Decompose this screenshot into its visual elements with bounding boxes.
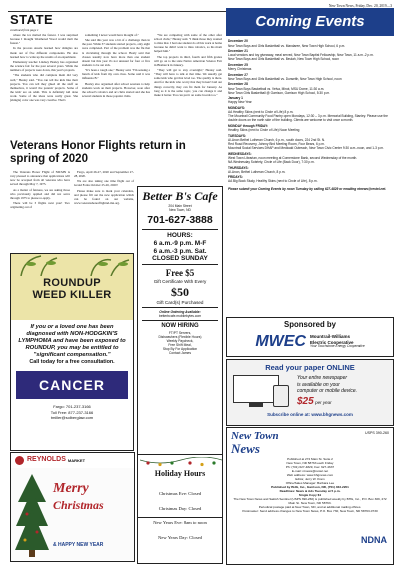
mwec-logo: MWEC <box>255 332 306 350</box>
events-footer: Please submit your Coming Events by noon Tuesday by calling 627-4829 or emailing ntnews@restel.net. <box>228 186 387 191</box>
event-text: AA Big Book Study, Healthy Skins (next to Circle of Life), 8 p.m. <box>228 179 318 184</box>
event-text: Happy New Year <box>228 100 252 105</box>
online-line: Your entire newspaper <box>297 375 348 382</box>
event-text: The Mountrail Community Food Pantry open Mondays, 12:30 – 3 p.m. Memorial Building, Stanley. Please use the double doors on the north side of the building. Clients are welcome to visit once a month. <box>228 114 388 123</box>
info-line: Ph: (701) 627-4829, Fax: 627-4637 <box>285 465 335 470</box>
info-line: Periodical postage paid at New Town, ND, and at additional mailing offices. <box>258 505 362 510</box>
article-paragraph: We are also taking one time flight out of Grand Forks October 25-26, 2020! <box>74 179 134 188</box>
article-paragraph: where the ice melted the fastest. I was surprised because I thought Weathered Wood would melt the fastest." <box>10 33 78 46</box>
article-column-3 <box>154 33 222 98</box>
info-line: New Town, ND 58763 each Friday <box>286 461 334 466</box>
event-text: Al-Anon Bethel Lutheran Church, 6 p.m., south doors, 224 2nd St. N. <box>228 137 326 142</box>
article-paragraph: something I never would have thought of." <box>85 33 139 37</box>
online-line: computer or mobile device. <box>297 387 358 394</box>
online-price-note: per year <box>315 400 332 406</box>
greeting-line: Christmas <box>53 497 104 512</box>
holiday-lights-icon <box>140 457 222 467</box>
article-paragraph: As a matter of fairness, we are asking those who previously applied and did not serve through 1975 to please re-apply. <box>10 187 70 200</box>
divider <box>142 229 218 230</box>
divider <box>142 264 218 265</box>
article-paragraph: "We are competing with some of the other after school clubs," Healey said. "I think those they wanted to miss that. I had one student do all his work at home because he didn't want to miss robotics, so his mom helped him." <box>154 33 222 54</box>
holiday-list <box>138 487 222 546</box>
info-line: The New Town News and Sakish Sentinel (USPS 390-260) is published weekly by BHG, Inc., P.O. Box 309, 272 Main St. New Town, ND 58763. <box>233 497 387 506</box>
reynolds-market-ad <box>10 452 135 562</box>
event-date: THURSDAYS: <box>228 165 249 170</box>
cafe-title: Better B's Cafe <box>142 189 218 203</box>
hiring-line: Weekly Paycheck, <box>166 339 194 344</box>
event-text: Merry Christmas <box>228 67 252 72</box>
event-text: New Town Boys and Girls Basketball vs. Beulah, New Town High School, noon <box>228 57 339 62</box>
event-text: New Town Girls Basketball @ Garrison, Garrison High School, 5:30 p.m. <box>228 90 331 95</box>
event-text: Healthy Skins (next to Circle of Life) Noon Meeting <box>228 128 300 133</box>
promo-amount: $50 <box>171 284 189 299</box>
section-title: STATE <box>10 12 54 27</box>
roundup-call: Call today for a free consultation. <box>29 358 115 365</box>
online-description <box>297 375 357 409</box>
event-date: December 20 <box>228 39 248 44</box>
info-line: E-mail: ntnews@restel.net <box>291 469 329 474</box>
sponsor-title: Sponsored by <box>284 320 336 329</box>
continued-note: continued from page 1 <box>10 28 39 32</box>
article-paragraph: She said this year was a bit of a challenge than in the past. While 37 students started projects, only eight were completed. Part of the problem was the flu that is circulating through the school. Healy said that classes usually now have more than one student absent but this year it's not unusual for four or five students to be out sick. <box>82 38 150 67</box>
cafe-phone: 701-627-3888 <box>147 214 213 227</box>
greeting <box>53 480 104 513</box>
divider <box>142 320 218 321</box>
event-date: TUESDAYS: <box>228 133 247 138</box>
logo-line: New Town <box>231 430 279 442</box>
cafe-hours-saturday: 6 a.m.-3 p.m. Sat. <box>153 247 207 255</box>
event-date: January 1 <box>228 96 243 101</box>
event-text: New Town Boys and Girls Basketball vs. Dunseith, New Town High School, noon <box>228 76 342 81</box>
roundup-title-line: WEED KILLER <box>32 288 112 301</box>
event-text: Mountrail Social Services DHAP and Medicaid Outreach, New Town Civic Center 9:30 a.m.-noon, and 1-3 p.m. <box>228 146 384 151</box>
cafe-hours-weekday: 6 a.m.-9 p.m. M-F <box>153 240 207 248</box>
online-title: Read your paper ONLINE <box>265 363 355 372</box>
roundup-header <box>11 254 133 320</box>
weed-illustration-icon <box>11 254 133 276</box>
reynolds-brand: REYNOLDS <box>27 456 66 464</box>
reynolds-brand-sub: MARKET <box>67 458 86 463</box>
contact-phone: Fargo: 701-237-3166 <box>53 404 91 410</box>
coming-events-header: Coming Events <box>226 8 394 36</box>
reynolds-logo-icon <box>15 456 24 465</box>
logo-line: News <box>231 441 260 456</box>
event-text: New Town Boys Basketball vs. Velva, Minot, MSU Dome, 11:30 a.m. <box>228 86 325 91</box>
reynolds-header <box>11 453 134 468</box>
article-paragraph: The top projects in third, fourth and fifth grades will go on to the state Native American Science Fair in Bismarck in January. <box>154 54 222 67</box>
cancer-banner: CANCER <box>16 371 128 399</box>
divider <box>142 307 218 308</box>
sponsor-name-line: Mountrail-Williams <box>309 334 350 340</box>
event-date: MONDAY through FRIDAY: <box>228 123 269 128</box>
sponsor-name-line: Electric Cooperative <box>309 339 354 345</box>
article-paragraph: Elementary teacher Lindsey Healey has organized the science fair for the past several years. While the numbers of projects were down, this year's projects. <box>10 59 78 73</box>
info-line: Deadlines: News & Ads Tuesday at 5 p.m. <box>279 489 341 494</box>
cafe-address-1: 204 Main Street <box>168 204 192 208</box>
info-line: Postmaster: Send address changes to New Town News, P.O. Box 730, New Town, ND 58763-0730 <box>242 509 378 514</box>
subscribe-link[interactable]: Subscribe online at: www.bhgnews.com <box>267 412 353 418</box>
hiring-line: Dishwashers (Flexible Hours) <box>158 334 202 339</box>
article-paragraph: In the process Assale learned how shingles are made out of five different components. He also learned how to write up the results of an experiment. <box>10 46 78 59</box>
newspaper-info-box <box>226 427 394 565</box>
holiday-title: Holiday Hours <box>154 469 206 478</box>
promo-text-2: Gift Card(s) Purchased <box>156 299 204 305</box>
event-date: FRIDAYS: <box>228 175 243 180</box>
ndna-logo: NDNA <box>361 534 387 545</box>
christmas-illustration <box>11 468 134 560</box>
article-paragraph: There will be 3 flights next year! Two originating out of <box>10 201 70 210</box>
event-text: NA Wednesday Sobriety, Circle of Life (Back Door), 7:30 p.m. <box>228 159 315 164</box>
article-paragraph: The Veterans Honor Flight of ND/MN is very pleased to announce that applications will now be accepted from all veterans who have served through May 7, 1975. <box>10 170 70 187</box>
article-paragraph: "It's been a rough one," Healey said. "I'm sensing a bunch of kids from my own class. Some said it was influenza B." <box>82 68 150 81</box>
newspaper-logo <box>231 431 279 455</box>
sponsor-name <box>310 334 365 349</box>
event-text: Al-Anon, Bethel Lutheran Church, 8 p.m. <box>228 169 286 174</box>
event-date: December 28 <box>228 82 248 87</box>
article-paragraph: Healey also organized after school sessions to help students work on their projects. However, soon after the school's robotics and art clubs started and she has several students in those popular clubs. <box>82 81 150 98</box>
info-line: Office/Sales Manager: Barbara Lee <box>285 481 335 486</box>
info-line: Single Copy $1 <box>298 493 322 498</box>
holiday-hours-ad <box>137 454 223 564</box>
online-ordering-url[interactable]: betterbcafe.mobilebytes.com <box>158 314 202 319</box>
roundup-ad <box>10 253 134 451</box>
hiring-line: Contact James <box>169 351 191 356</box>
online-line: is available on your <box>297 381 340 388</box>
article2-column-1 <box>10 170 70 210</box>
event-date: WEDNESDAYS: <box>228 151 252 156</box>
holiday-item: Christmas Day: Closed <box>158 505 202 511</box>
info-line: Editor, Jerry W. Kram <box>295 477 325 482</box>
cafe-hours-label: HOURS: <box>167 232 193 240</box>
cafe-address-2: New Town, ND <box>169 208 191 213</box>
promo-text: Gift Certificate With Every <box>153 279 207 285</box>
holiday-item: Christmas Eve: Closed <box>158 491 202 496</box>
event-text: Red Road Recovery, Johnny Bird Meeting Room, Four Bears, 6 p.m. <box>228 141 325 146</box>
article-column-1 <box>10 33 78 103</box>
info-line: Published at 272 Main St. Suite 2 <box>287 457 333 461</box>
holiday-item: New Years Eve: 8am to noon <box>153 520 207 526</box>
event-text: New Town Boys and Girls Basketball vs. Mandaree, New Town High School, 6 p.m. <box>228 43 346 48</box>
event-date: December 27 <box>228 72 248 77</box>
hiring-line: FT/PT Servers, <box>168 330 192 335</box>
event-date: MONDAYS: <box>228 105 246 110</box>
event-text: AA Healthy Skins (next to Circle of Life) 8 p.m. <box>228 110 294 115</box>
article-paragraph: "The students who did complete them did very well," Healey said. "You can tell the kids like their projects. You can tell they glued all the stuff on themselves, it wasn't the parents' projects. Some of the kids' are an adult. This is definitely kid done work. Some of the ideas were really great. She (shingle) color one was very creative. That's <box>10 73 78 102</box>
greeting-line: Merry <box>53 481 89 496</box>
article2-column-2 <box>74 170 134 206</box>
event-text: Local vendors and toy giveaway, meal served, New Town Baptist Fellowship, New Town, 11 a.m.-2 p.m. <box>228 53 374 58</box>
article-column-2 <box>82 33 150 99</box>
sponsor-tagline: Your Touchstone Energy Cooperative <box>309 344 365 349</box>
info-line: Published by BHG, Inc., Garrison, ND, (701) 463-2201 <box>271 485 349 490</box>
devices-icon <box>233 375 291 409</box>
hiring-title: NOW HIRING <box>161 323 199 330</box>
coming-events-list <box>228 38 394 191</box>
christmas-tree-icon <box>15 472 49 558</box>
event-date: December 25 <box>228 62 248 67</box>
roundup-title-line: ROUNDUP <box>43 277 101 289</box>
contact-email[interactable]: tmiller@solberglaw.com <box>50 415 94 421</box>
event-text: West Town Librarian, noon meeting at Cornerstone Bank, second Wednesday of the month. <box>228 155 358 160</box>
roundup-body-text: If you or a loved one has been diagnosed with NON-HODGKIN'S LYMPHOMA and have been exposed to ROUNDUP, you may be entitled to "significant compensation." <box>18 324 126 358</box>
online-ordering: Online Ordering Available: <box>159 310 201 315</box>
promo-headline: Free $5 <box>165 267 195 278</box>
online-subscription-ad <box>226 359 394 426</box>
holiday-item: New Years Day: Closed <box>158 535 202 541</box>
sponsor-ad <box>226 317 394 357</box>
usps-number: USPS 390-260 <box>365 431 389 435</box>
article-headline: Veterans Honor Flights return in spring of 2020 <box>10 140 186 166</box>
info-line: Web address: www.bhgnews.com <box>286 473 334 478</box>
online-price: $25 <box>297 396 314 408</box>
cafe-closed: CLOSED SUNDAY <box>152 254 208 262</box>
roundup-body <box>11 320 133 369</box>
article-paragraph: Please make sure to mark your calendars, and please fill out the new application which can be found on our website, www.veteranshonorflightnd-mn.org. <box>74 188 134 206</box>
article-paragraph: Fargo, April 26-27, 2020 and September 27-28, 2020. <box>74 170 134 179</box>
page-header-text: New Town News, Friday, Dec. 20, 2019—3 <box>328 4 392 8</box>
greeting-new-year: & HAPPY NEW YEAR <box>53 541 104 548</box>
newspaper-info-lines <box>227 455 393 513</box>
article-paragraph: "They will get to stay overnight," Healey said. "They will have to talk at that time. We usually get some kids who get that level too. The quality is there. And for the kids who worry that they haven't laid out things correctly, they can fix them for January. As long as it is the same topic, you can change it and make it better. You can put it on some boards too." <box>154 68 222 97</box>
roundup-contact <box>11 401 133 420</box>
hiring-line: Free Shift Meal, <box>168 343 192 348</box>
contact-tollfree: Toll Free: 877-237-3166 <box>50 409 94 415</box>
event-date: December 21 <box>228 49 248 54</box>
hiring-line: Stop By For Application <box>162 347 198 352</box>
